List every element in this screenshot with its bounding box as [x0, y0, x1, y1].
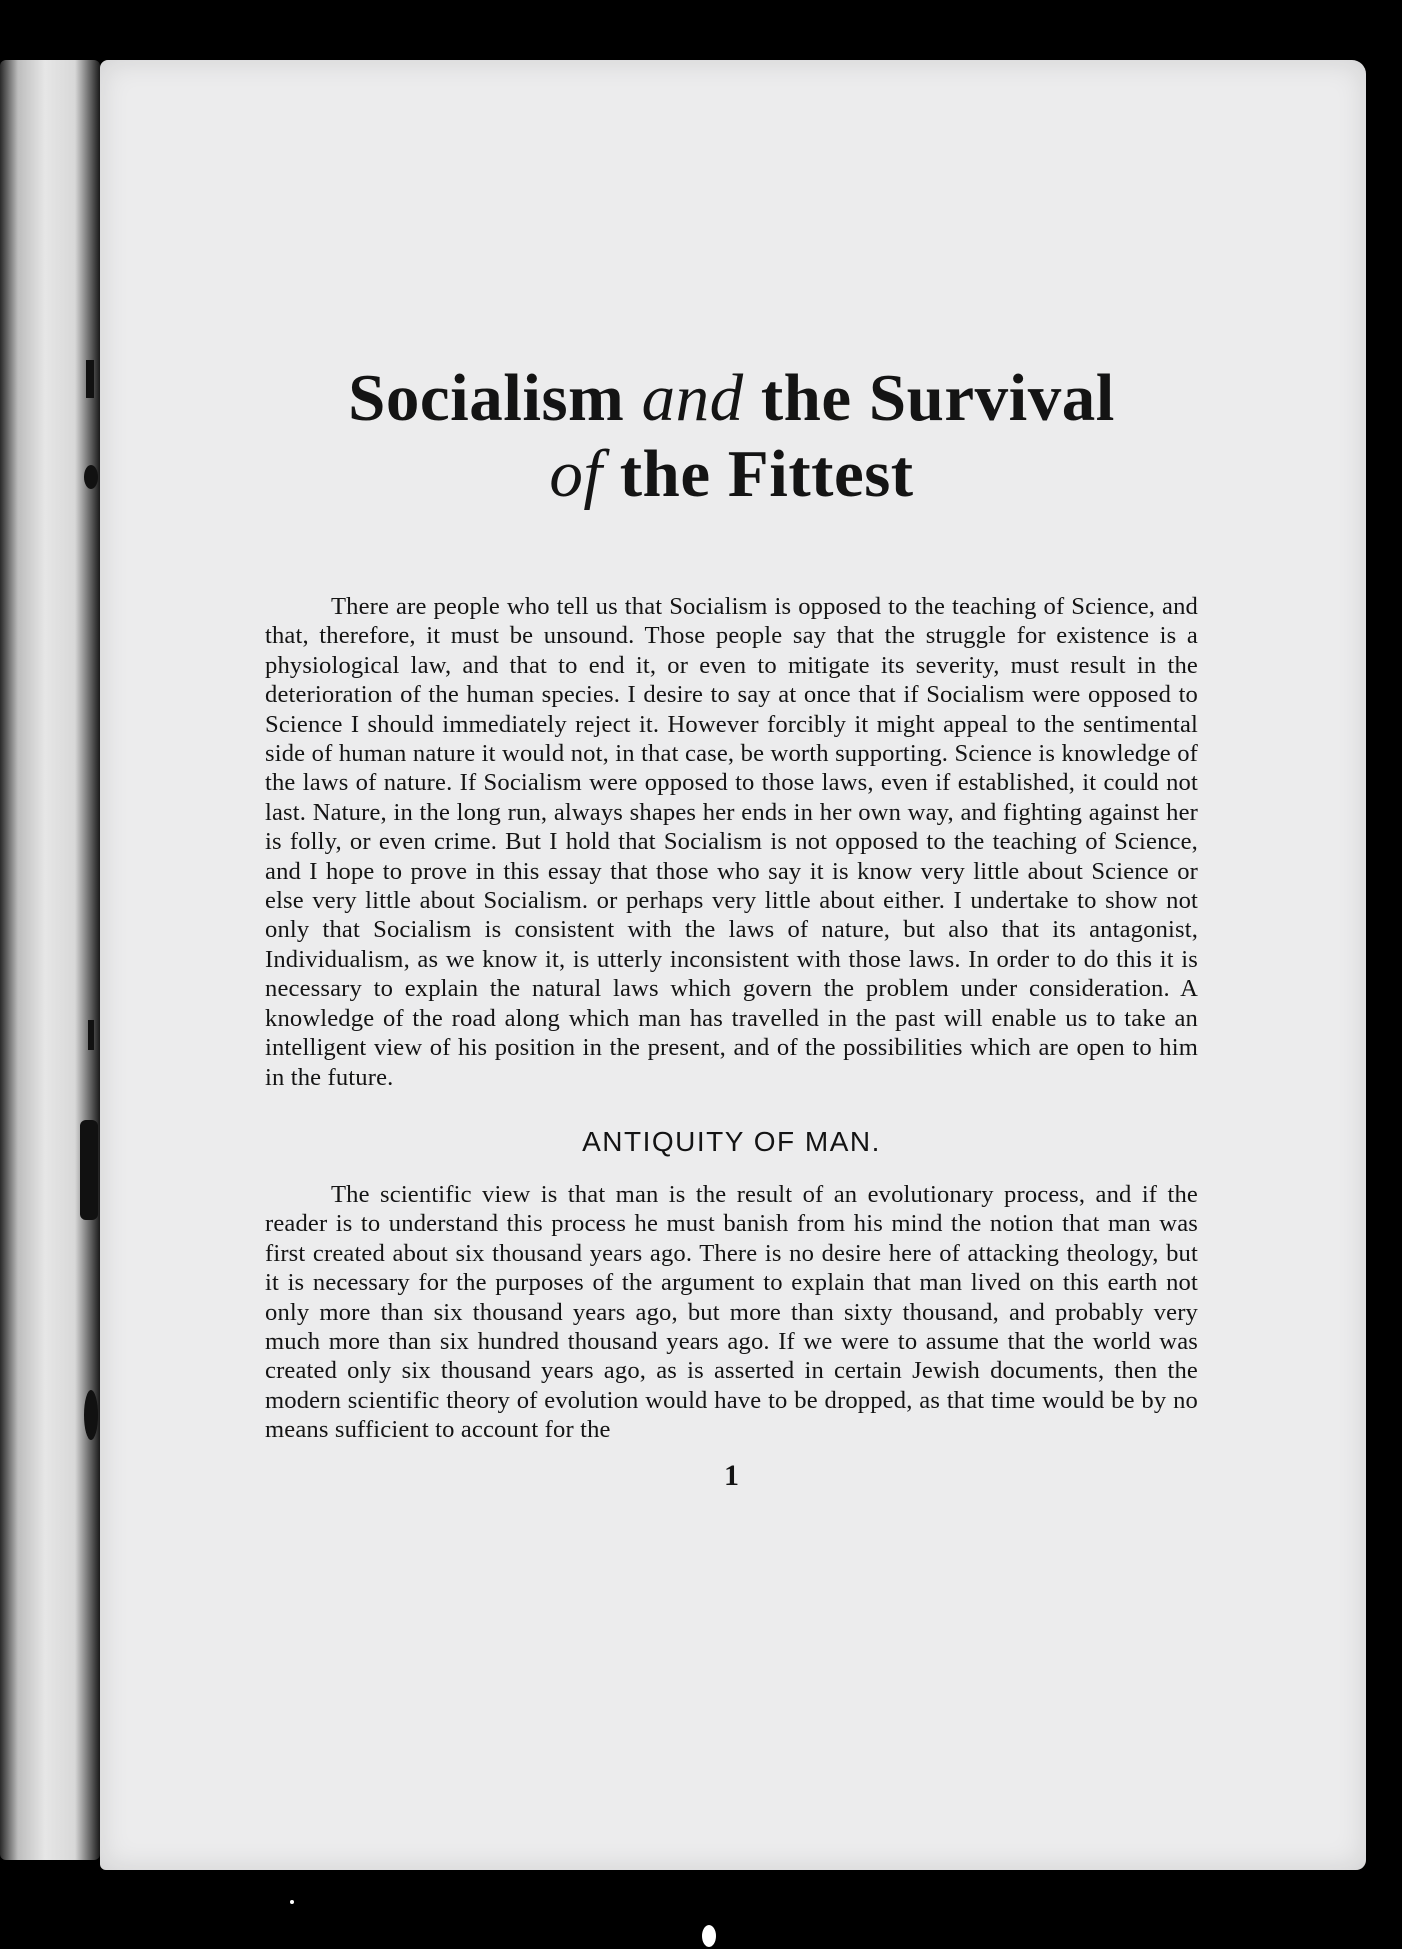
title-part-survival: the Survival: [760, 361, 1115, 435]
document-title: [265, 360, 1198, 512]
title-word-and: and: [641, 361, 744, 435]
binding-mark: [84, 465, 98, 489]
binding-mark: [84, 1390, 98, 1440]
scan-speck: [290, 1900, 294, 1904]
binding-mark: [88, 1020, 94, 1050]
title-part-socialism: Socialism: [348, 361, 625, 435]
title-part-fittest: the Fittest: [619, 437, 914, 511]
section-heading: ANTIQUITY OF MAN.: [582, 1125, 881, 1157]
facing-page-edge: [0, 60, 100, 1860]
title-word-of: of: [549, 437, 603, 511]
binding-mark: [80, 1120, 98, 1220]
body-paragraph-intro: There are people who tell us that Socialism is opposed to the teaching of Science, and that, therefore, it must be unsound. Those people say that the struggle for existence is a physiological law, and that to end it, or even to mitigate its severity, must result in the deterioration of the human species. I desire to say at once that if Socialism were opposed to Science I should immediately reject it. However forcibly it might appeal to the sentimental side of human nature it would not, in that case, be worth supporting. Science is knowledge of the laws of nature. If Socialism were opposed to those laws, even if established, it could not last. Nature, in the long run, always shapes her ends in her own way, and fighting against her is folly, or even crime. But I hold that Socialism is not opposed to the teaching of Science, and I hope to prove in this essay that those who say it is know very little about Science or else very little about Socialism. or perhaps very little about either. I undertake to show not only that Socialism is consistent with the laws of nature, but also that its antagonist, Individualism, as we know it, is utterly inconsistent with those laws. In order to do this it is necessary to explain the natural laws which govern the problem under consideration. A knowledge of the road along which man has travelled in the past will enable us to take an intelligent view of his position in the present, and of the possibilities which are open to him in the future.: [265, 593, 1198, 1091]
document-page: [100, 60, 1366, 1870]
scan-speck: [702, 1925, 716, 1947]
body-paragraph-antiquity: The scientific view is that man is the result of an evolutionary process, and if the reader is to understand this process he must banish from his mind the notion that man was first created about six thousand years ago. There is no desire here of attacking theology, but it is necessary for the purposes of the argument to explain that man lived on this earth not only more than six thousand years ago, but more than sixty thousand, and probably very much more than six hundred thousand years ago. If we were to assume that the world was created only six thousand years ago, as is asserted in certain Jewish documents, then the modern scientific theory of evolution would have to be dropped, as that time would be by no means sufficient to account for the: [265, 1180, 1198, 1444]
page-number: 1: [724, 1458, 739, 1492]
page-content: [265, 360, 1198, 1493]
binding-mark: [86, 360, 94, 398]
